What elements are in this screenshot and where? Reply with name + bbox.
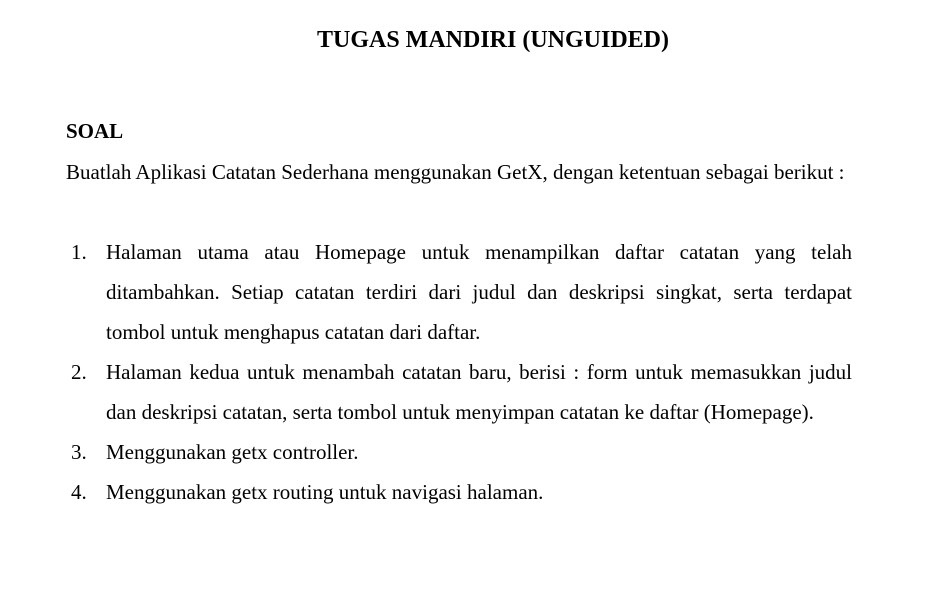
list-item-text: Halaman utama atau Homepage untuk menampilkan daftar catatan yang telah ditambahkan. Setiap catatan terdiri dari judul dan deskripsi singkat, serta terdapat tombol untuk menghapus catatan dari daftar. xyxy=(106,240,852,344)
list-item-text: Menggunakan getx routing untuk navigasi halaman. xyxy=(106,480,544,504)
list-item xyxy=(66,232,852,352)
requirements-list xyxy=(66,232,852,512)
list-item-number: 1. xyxy=(71,240,87,264)
document-title: TUGAS MANDIRI (UNGUIDED) xyxy=(316,27,669,53)
section-heading: SOAL xyxy=(66,119,124,143)
list-item xyxy=(66,352,852,432)
list-item xyxy=(66,432,852,472)
list-item-number: 2. xyxy=(71,360,87,384)
list-item-text: Menggunakan getx controller. xyxy=(106,440,359,464)
list-item xyxy=(66,472,852,512)
list-item-number: 4. xyxy=(71,480,87,504)
intro-paragraph: Buatlah Aplikasi Catatan Sederhana menggunakan GetX, dengan ketentuan sebagai berikut : xyxy=(66,160,845,184)
list-item-text: Halaman kedua untuk menambah catatan baru, berisi : form untuk memasukkan judul dan deskripsi catatan, serta tombol untuk menyimpan catatan ke daftar (Homepage). xyxy=(106,360,852,424)
list-item-number: 3. xyxy=(71,440,87,464)
